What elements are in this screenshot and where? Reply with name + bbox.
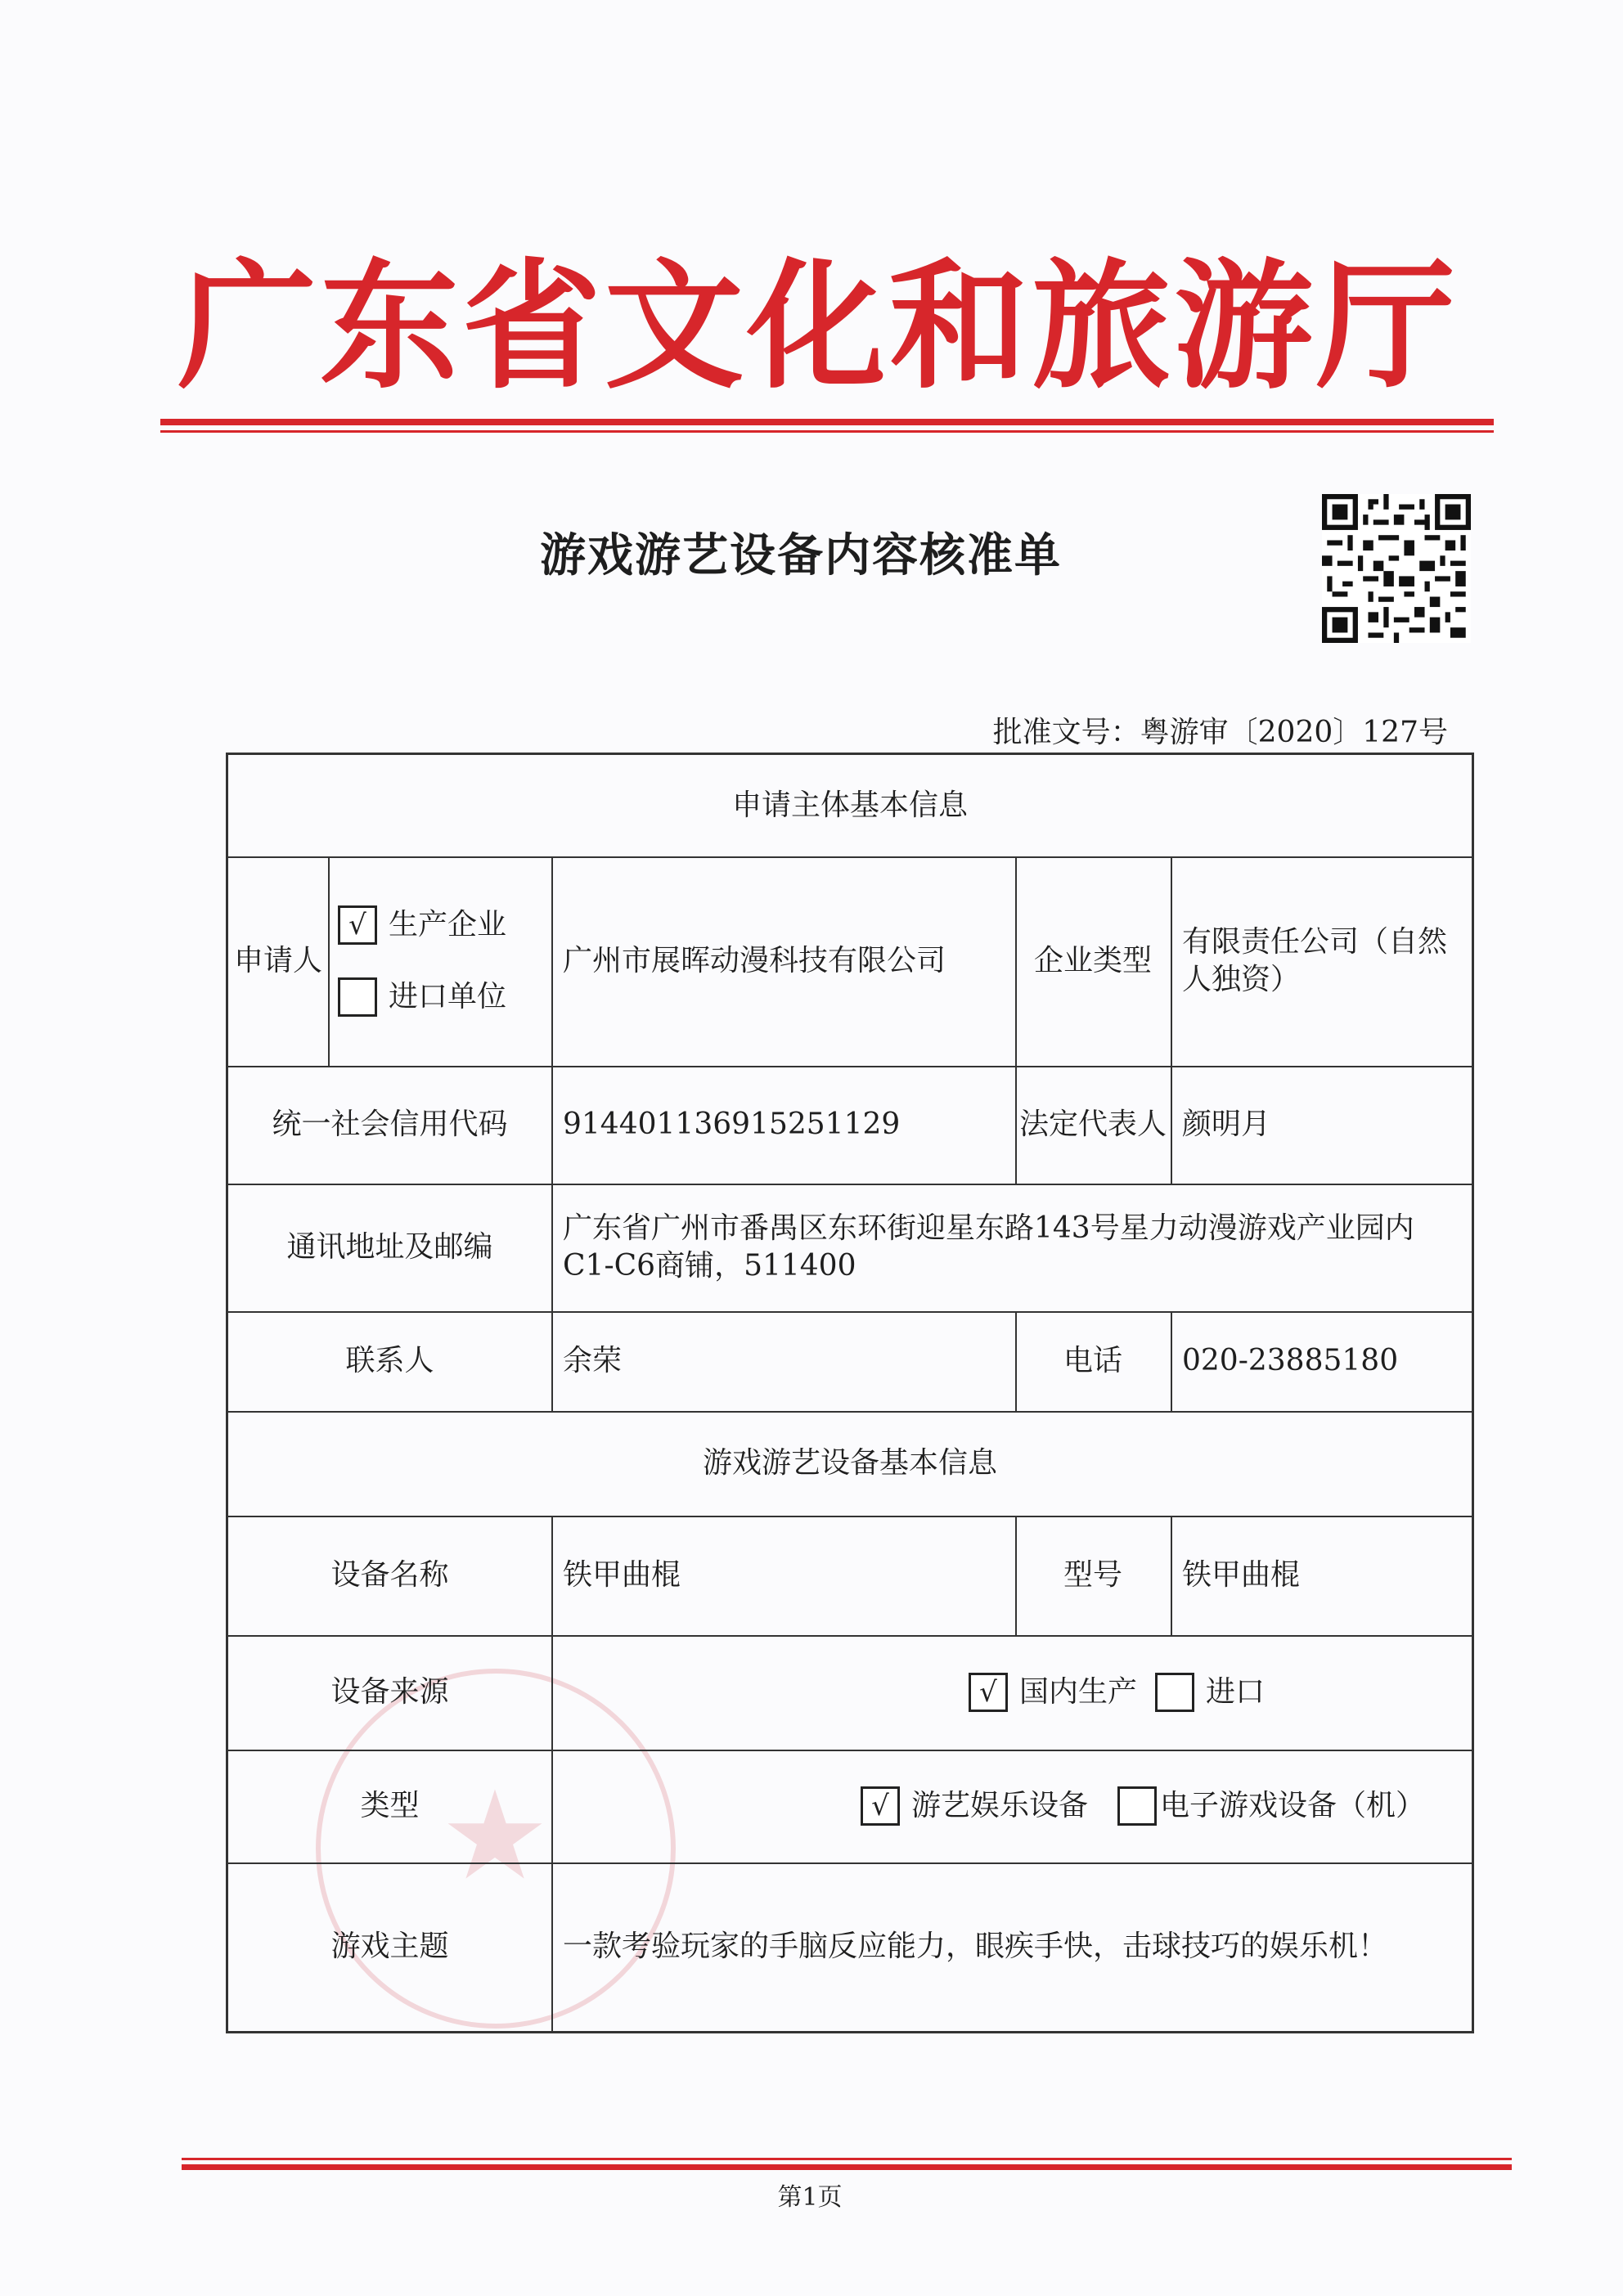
option-label: 国内生产 (1019, 1675, 1138, 1709)
game-theme-label: 游戏主题 (330, 1930, 449, 1963)
letterhead-org-name: 广东省文化和旅游厅 (177, 246, 1459, 408)
option-amusement-device[interactable] (861, 1786, 1088, 1826)
footer-rule-thin (182, 2158, 1512, 2160)
device-type-label: 类型 (360, 1789, 420, 1822)
checkbox-electronic-game-device[interactable] (1117, 1786, 1157, 1826)
approval-form-table (226, 753, 1474, 2033)
option-label: 电子游戏设备（机） (1160, 1789, 1426, 1822)
company-type: 有限责任公司（自然人独资） (1182, 925, 1448, 996)
approval-number: 批准文号：粤游审〔2020〕127号 (992, 716, 1448, 749)
seal-star-icon: ★ (439, 1765, 551, 1907)
checkbox-import-unit[interactable] (338, 977, 377, 1017)
device-name-label: 设备名称 (330, 1558, 449, 1592)
credit-code: 914401136915251129 (563, 1108, 901, 1141)
option-production-enterprise[interactable] (338, 905, 506, 945)
address-label: 通讯地址及邮编 (286, 1230, 493, 1264)
device-section-header: 游戏游艺设备基本信息 (702, 1446, 997, 1480)
applicant-section-header: 申请主体基本信息 (731, 789, 968, 822)
option-domestic-production[interactable] (969, 1673, 1137, 1712)
company-name: 广州市展晖动漫科技有限公司 (563, 944, 946, 977)
option-import[interactable] (1155, 1673, 1265, 1712)
device-name: 铁甲曲棍 (563, 1558, 681, 1592)
contact-label: 联系人 (345, 1344, 434, 1377)
option-import-unit[interactable] (338, 977, 506, 1017)
device-source-label: 设备来源 (330, 1675, 449, 1709)
option-label: 进口单位 (389, 980, 507, 1013)
checkbox-import[interactable] (1155, 1673, 1194, 1712)
device-source-options (551, 1635, 1472, 1750)
device-model-label: 型号 (1063, 1558, 1122, 1592)
document-title: 游戏游艺设备内容核准单 (540, 529, 1062, 582)
game-theme: 一款考验玩家的手脑反应能力，眼疾手快，击球技巧的娱乐机！ (563, 1930, 1388, 1963)
option-electronic-game-device[interactable] (1117, 1786, 1425, 1826)
credit-code-label: 统一社会信用代码 (272, 1108, 508, 1141)
option-label: 生产企业 (389, 908, 507, 941)
applicant-type-options (328, 856, 551, 1066)
contact: 余荣 (563, 1344, 623, 1377)
letterhead-rule-thick (160, 419, 1494, 425)
company-type-label: 企业类型 (1033, 944, 1152, 977)
device-type-options (551, 1750, 1472, 1862)
letterhead-rule-thin (160, 430, 1494, 433)
footer-rule-thick (182, 2164, 1512, 2170)
legal-rep: 颜明月 (1182, 1108, 1271, 1141)
address: 广东省广州市番禺区东环街迎星东路143号星力动漫游戏产业园内C1-C6商铺，511400 (563, 1211, 1414, 1283)
applicant-label: 申请人 (233, 944, 322, 977)
checkbox-production-enterprise[interactable]: √ (338, 905, 377, 945)
legal-rep-label: 法定代表人 (1018, 1108, 1167, 1141)
phone-label: 电话 (1063, 1344, 1122, 1377)
page-number: 第1页 (777, 2183, 843, 2212)
device-model: 铁甲曲棍 (1182, 1558, 1301, 1592)
phone: 020-23885180 (1182, 1344, 1399, 1377)
checkbox-domestic-production[interactable]: √ (969, 1673, 1008, 1712)
qr-code-icon (1322, 494, 1471, 643)
option-label: 进口 (1206, 1675, 1266, 1709)
checkbox-amusement-device[interactable]: √ (861, 1786, 900, 1826)
option-label: 游艺娱乐设备 (911, 1789, 1089, 1822)
